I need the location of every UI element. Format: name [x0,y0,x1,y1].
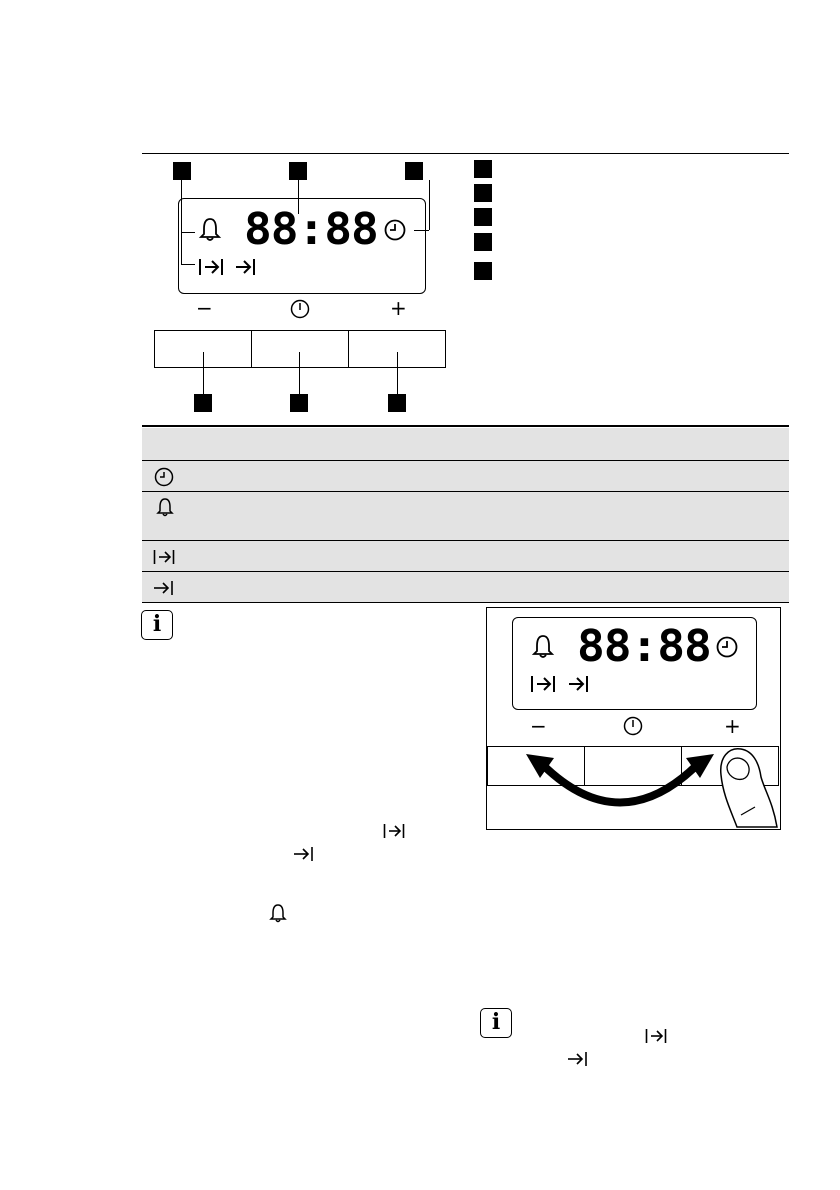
leader-line-3a [414,230,429,231]
table-row-clock [142,461,789,492]
clock-icon [716,636,738,658]
section-top-rule [142,153,789,154]
end-time-icon [567,675,589,693]
end-time-icon [567,1051,589,1067]
leader-line-1b [181,264,195,265]
leader-line-1a [181,232,195,233]
bell-icon [156,498,174,518]
swipe-arrow-icon [520,750,720,825]
clock-digits-display: 88:88 [244,204,378,255]
callout-marker-1 [173,162,191,180]
bell-icon [532,634,554,660]
leader-line-4 [203,352,204,394]
leader-line-3 [429,180,430,230]
leader-line-5 [299,352,300,394]
finger-icon [715,745,780,830]
callout-marker-2 [289,162,307,180]
duration-icon [645,1028,667,1044]
end-time-icon [234,258,256,276]
legend-marker-3 [474,208,492,226]
end-time-icon [293,846,315,862]
plus-symbol: + [390,296,407,320]
illustration-clock-digits: 88:88 [577,621,711,672]
duration-icon [153,549,175,565]
table-row-end [142,572,789,603]
minus-symbol: − [530,714,547,738]
clock-icon [384,219,406,241]
callout-marker-4 [194,394,212,412]
duration-icon [198,258,224,276]
minus-symbol: − [196,296,213,320]
info-icon: i [480,1008,512,1038]
duration-icon [530,675,556,693]
bell-icon [199,217,221,243]
legend-marker-5 [474,262,492,280]
callout-marker-3 [405,162,423,180]
callout-marker-5 [290,394,308,412]
table-row-bell [142,492,789,541]
legend-marker-1 [474,160,492,178]
plus-symbol: + [724,714,741,738]
power-clock-icon [623,716,643,736]
power-clock-icon [290,299,310,319]
clock-icon [154,467,174,487]
leader-line-1 [181,180,182,264]
table-top-rule [142,425,789,427]
legend-marker-4 [474,233,492,251]
callout-marker-6 [388,394,406,412]
legend-marker-2 [474,184,492,202]
table-row-duration [142,541,789,572]
leader-line-6 [397,352,398,394]
info-icon: i [141,610,173,640]
duration-icon [383,823,405,839]
clock-sensor-button[interactable] [251,330,349,368]
end-time-icon [153,580,175,596]
bell-icon [269,904,287,924]
table-header-row [142,428,789,461]
